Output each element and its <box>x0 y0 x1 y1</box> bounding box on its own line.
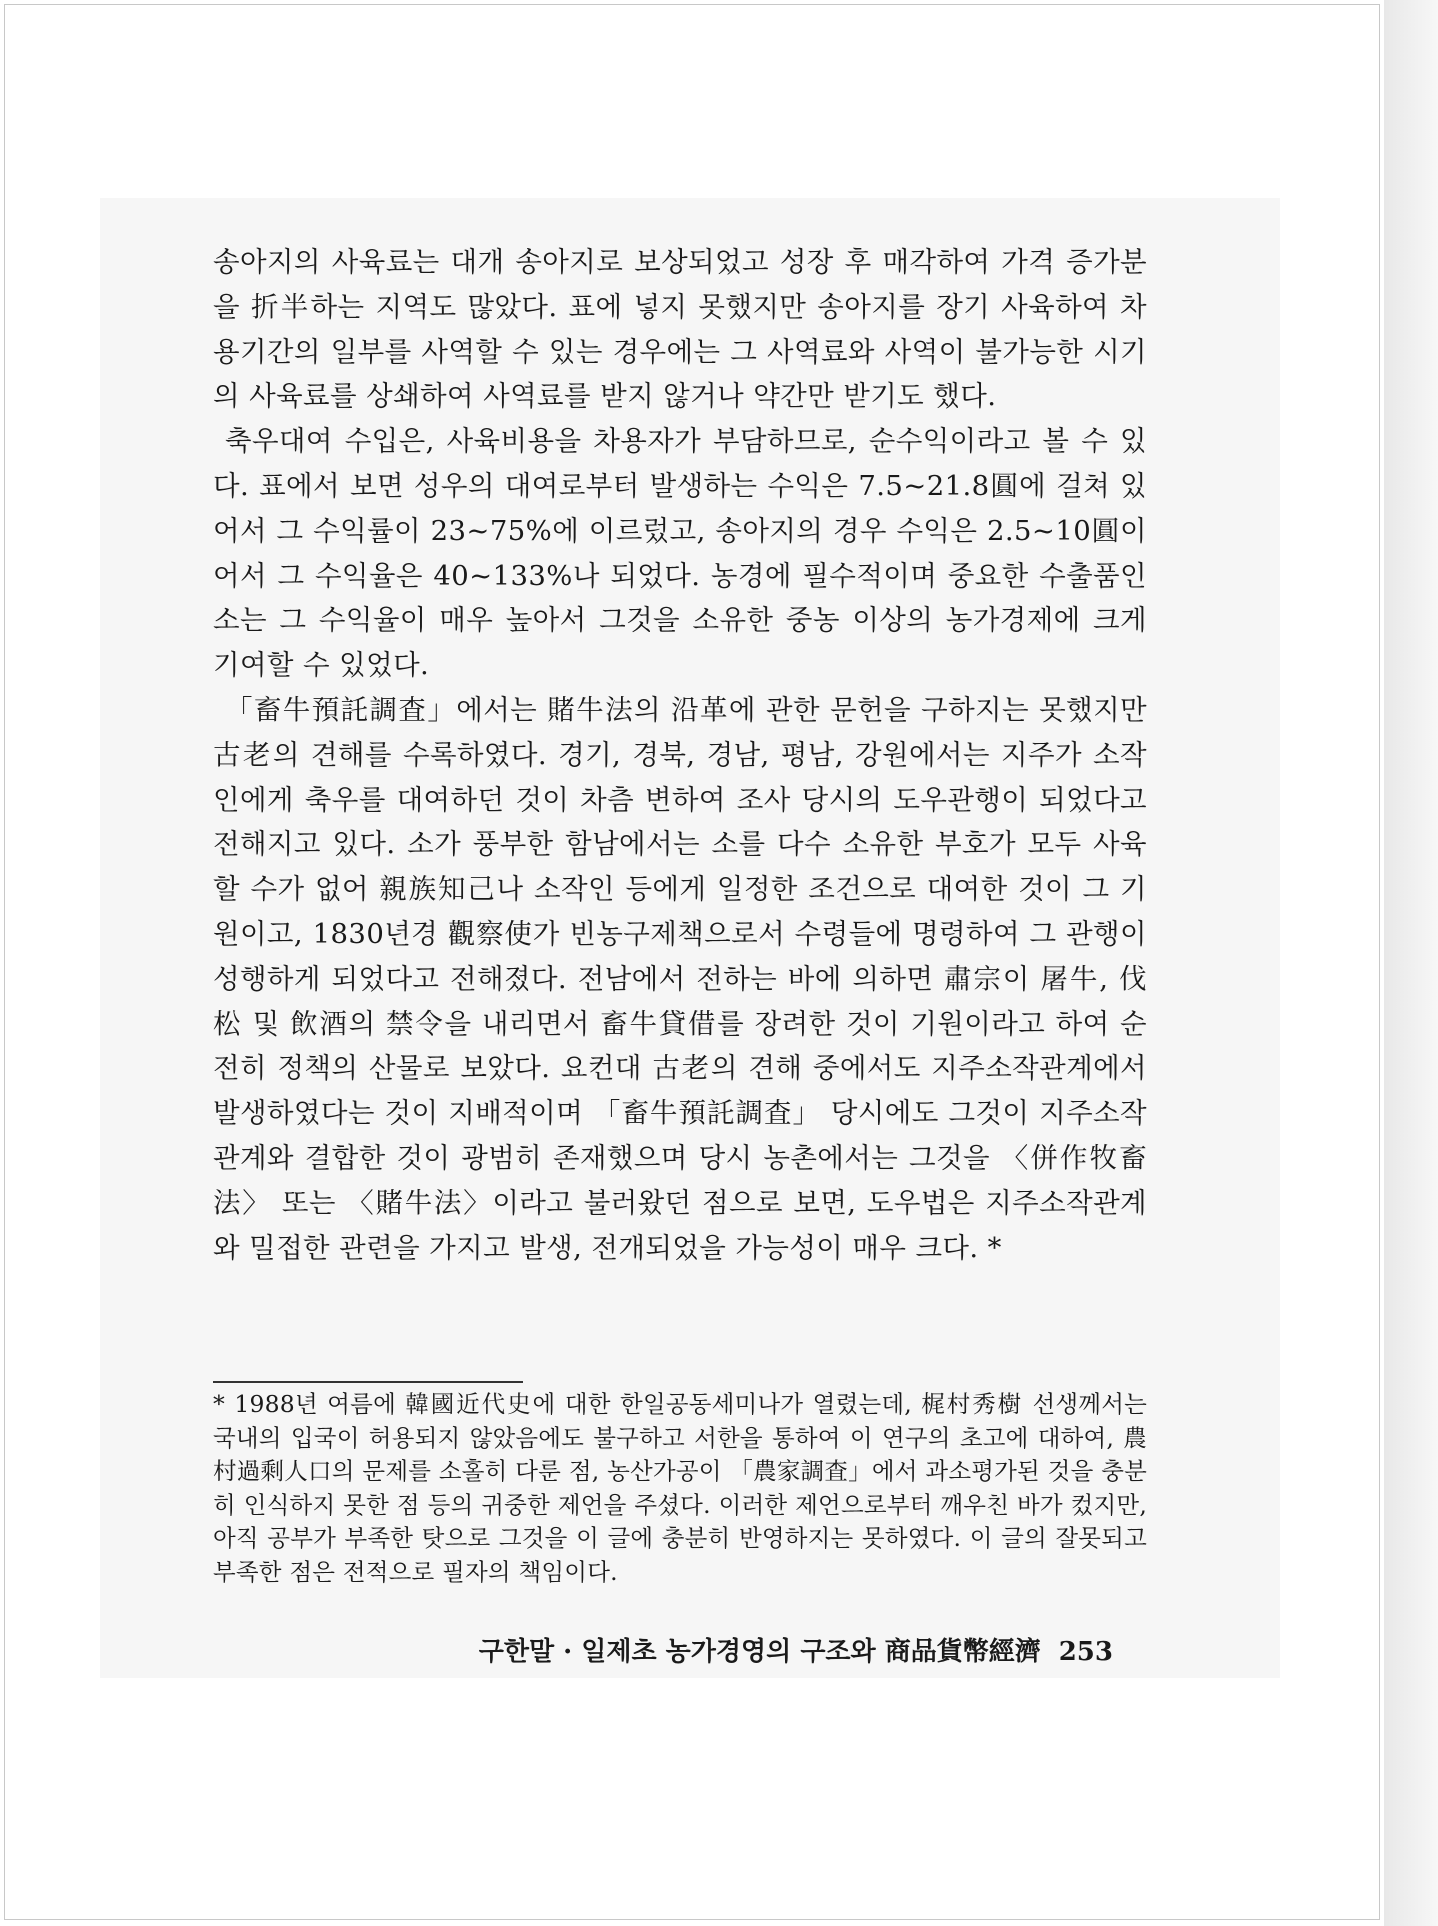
viewer-edge-shadow <box>1384 0 1438 1926</box>
running-footer <box>213 1634 1113 1670</box>
paragraph-cattle-income: 축우대여 수입은, 사육비용을 차용자가 부담하므로, 순수익이라고 볼 수 있다. 표에서 보면 성우의 대여로부터 발생하는 수익은 7.5~21.8圓에 걸쳐 있어서 그 수익률이 23~75%에 이르렀고, 송아지의 경우 수익은 2.5~10圓이어서 그 수익율은 40~133%나 되었다. 농경에 필수적이며 중요한 수출품인 소는 그 수익율이 매우 높아서 그것을 소유한 중농 이상의 농가경제에 크게 기여할 수 있었다. <box>213 425 1147 682</box>
paragraph-dou-origin: 「畜牛預託調査」에서는 賭牛法의 沿革에 관한 문헌을 구하지는 못했지만 古老의 견해를 수록하였다. 경기, 경북, 경남, 평남, 강원에서는 지주가 소작인에게 축우를 대여하던 것이 차츰 변하여 조사 당시의 도우관행이 되었다고 전해지고 있다. 소가 풍부한 함남에서는 소를 다수 소유한 부호가 모두 사육할 수가 없어 親族知己나 소작인 등에게 일정한 조건으로 대여한 것이 그 기원이고, 1830년경 觀察使가 빈농구제책으로서 수령들에 명령하여 그 관행이 성행하게 되었다고 전해졌다. 전남에서 전하는 바에 의하면 肅宗이 屠牛, 伐松 및 飲酒의 禁令을 내리면서 畜牛貸借를 장려한 것이 기원이라고 하여 순전히 정책의 산물로 보았다. 요컨대 古老의 견해 중에서도 지주소작관계에서 발생하였다는 것이 지배적이며 「畜牛預託調査」 당시에도 그것이 지주소작관계와 결합한 것이 광범히 존재했으며 당시 농촌에서는 그것을 〈併作牧畜法〉 또는 〈賭牛法〉이라고 불러왔던 점으로 보면, 도우법은 지주소작관계와 밀접한 관련을 가지고 발생, 전개되었을 가능성이 매우 크다. * <box>213 693 1147 1264</box>
footnote-divider <box>213 1381 523 1383</box>
body-text <box>213 240 1147 1270</box>
page-number: 253 <box>1058 1637 1113 1667</box>
running-title: 구한말 · 일제초 농가경영의 구조와 商品貨幣經濟 <box>478 1637 1041 1667</box>
footnote: * 1988년 여름에 韓國近代史에 대한 한일공동세미나가 열렸는데, 梶村秀樹 선생께서는 국내의 입국이 허용되지 않았음에도 불구하고 서한을 통하여 이 연구의 초고에 대하여, 農村過剩人口의 문제를 소홀히 다룬 점, 농산가공이 「農家調査」에서 과소평가된 것을 충분히 인식하지 못한 점 등의 귀중한 제언을 주셨다. 이러한 제언으로부터 깨우친 바가 컸지만, 아직 공부가 부족한 탓으로 그것을 이 글에 충분히 반영하지는 못하였다. 이 글의 잘못되고 부족한 점은 전적으로 필자의 책임이다. <box>213 1390 1147 1586</box>
paragraph-calf-rent: 송아지의 사육료는 대개 송아지로 보상되었고 성장 후 매각하여 가격 증가분을 折半하는 지역도 많았다. 표에 넣지 못했지만 송아지를 장기 사육하여 차용기간의 일부를 사역할 수 있는 경우에는 그 사역료와 사역이 불가능한 시기의 사육료를 상쇄하여 사역료를 받지 않거나 약간만 받기도 했다. <box>213 246 1147 413</box>
